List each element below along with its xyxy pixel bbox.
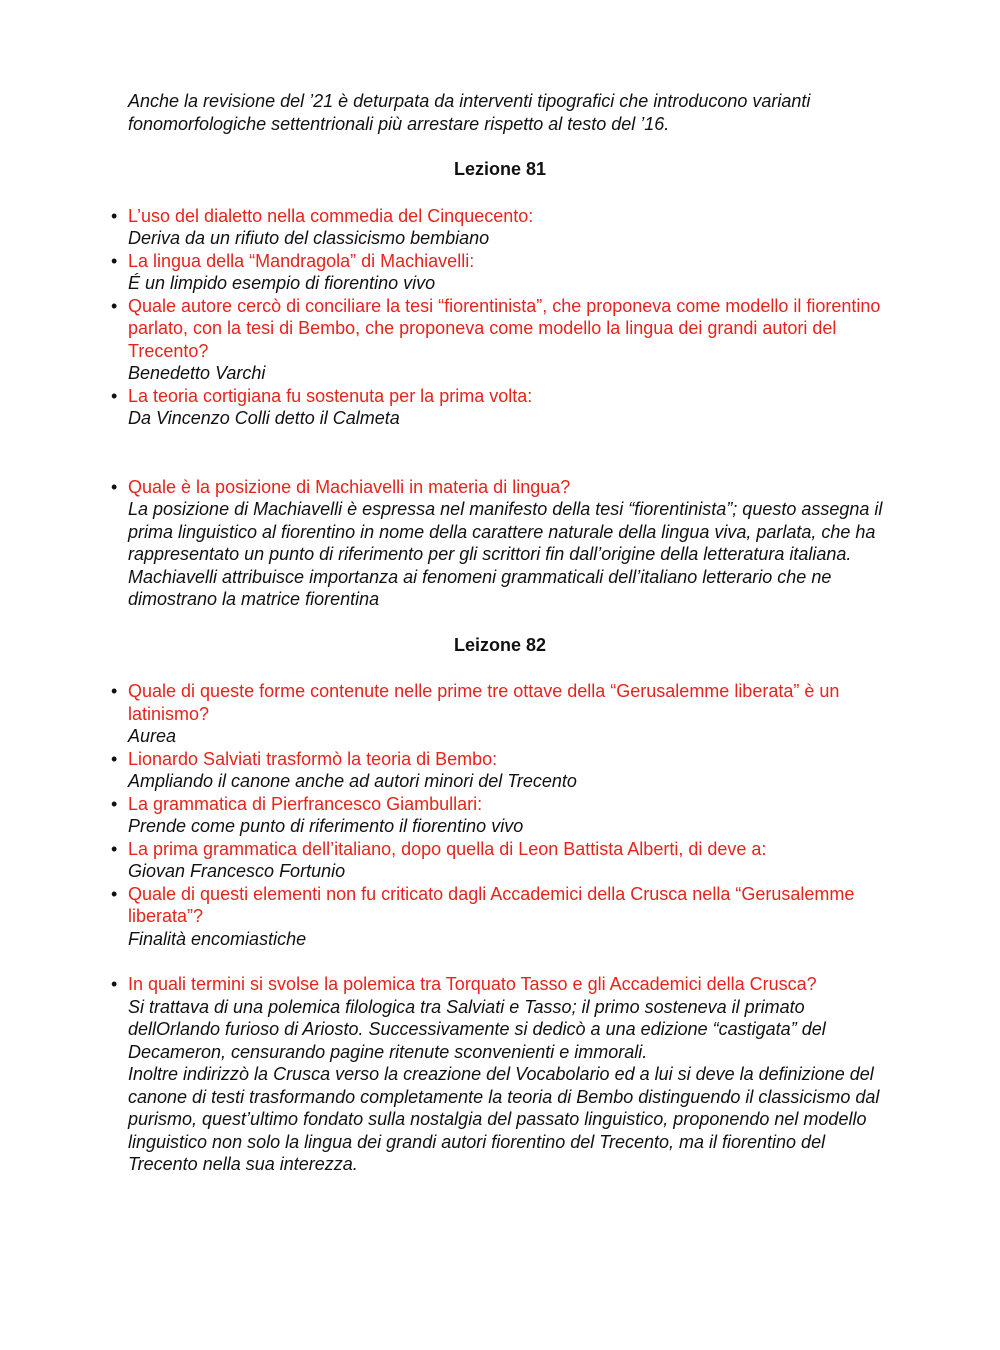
question-text: • La prima grammatica dell’italiano, dopo quella di Leon Battista Alberti, di deve a: — [128, 838, 888, 861]
question-text: • Quale è la posizione di Machiavelli in materia di lingua? — [128, 476, 888, 499]
question-text: • Lionardo Salviati trasformò la teoria di Bembo: — [128, 748, 888, 771]
question-item — [128, 680, 888, 748]
answer-text: Ampliando il canone anche ad autori minori del Trecento — [128, 771, 577, 791]
answer-text: Prende come punto di riferimento il fiorentino vivo — [128, 816, 524, 836]
document-body — [128, 90, 888, 1176]
question-text: • La lingua della “Mandragola” di Machiavelli: — [128, 250, 888, 273]
spacer — [128, 430, 888, 476]
answer-text: É un limpido esempio di fiorentino vivo — [128, 273, 436, 293]
question-item — [128, 385, 888, 430]
question-item — [128, 883, 888, 951]
question-item — [128, 295, 888, 385]
answer-text: Machiavelli attribuisce importanza ai fenomeni grammaticali dell’italiano letterario che ne dimostrano la matrice fiorentina — [128, 566, 832, 609]
question-item — [128, 748, 888, 793]
question-item — [128, 250, 888, 295]
question-text: • Quale di queste forme contenute nelle prime tre ottave della “Gerusalemme liberata” è un latinismo? — [128, 680, 888, 725]
question-text: • Quale autore cercò di conciliare la tesi “fiorentinista”, che proponeva come modello il fiorentino parlato, con la tesi di Bembo, che proponeva come modello la lingua dei grandi autori del Trecento? — [128, 295, 888, 363]
question-item — [128, 793, 888, 838]
section-heading-82: Leizone 82 — [453, 634, 547, 655]
answer-text: Deriva da un rifiuto del classicismo bembiano — [128, 228, 490, 248]
intro-paragraph: Anche la revisione del ’21 è deturpata da interventi tipografici che introducono varianti fonomorfologiche settentrionali più arrestare rispetto al testo del ’16. — [128, 91, 811, 134]
spacer — [128, 950, 888, 973]
answer-text: Da Vincenzo Colli detto il Calmeta — [128, 408, 400, 428]
question-text: • In quali termini si svolse la polemica tra Torquato Tasso e gli Accademici della Crusca? — [128, 973, 888, 996]
answer-text: Inoltre indirizzò la Crusca verso la creazione del Vocabolario ed a lui si deve la definizione del canone di testi trasformando completamente la teoria di Bembo distinguendo il classicismo dal purismo, quest’ultimo fondato sulla nostalgia del passato linguistico, proponendo nel modello linguistico non solo la lingua dei grandi autori fiorentino del Trecento, ma il fiorentino del Trecento nella sua interezza. — [128, 1064, 880, 1174]
question-text: • La grammatica di Pierfrancesco Giambullari: — [128, 793, 888, 816]
answer-text: Benedetto Varchi — [128, 363, 266, 383]
question-text: • Quale di questi elementi non fu criticato dagli Accademici della Crusca nella “Gerusalemme liberata”? — [128, 883, 888, 928]
question-item — [128, 838, 888, 883]
answer-text: Giovan Francesco Fortunio — [128, 861, 346, 881]
answer-text: Si trattava di una polemica filologica tra Salviati e Tasso; il primo sosteneva il primato dellOrlando furioso di Ariosto. Successivamente si dedicò a una edizione “castigata” del Decameron, censurando pagine ritenute sconvenienti e immorali. — [128, 996, 826, 1062]
answer-text: Aurea — [128, 726, 177, 746]
answer-text: La posizione di Machiavelli è espressa nel manifesto della tesi “fiorentinista”; questo assegna il prima linguistico al fiorentino in nome della carattere naturale della lingua viva, parlata, che ha rappresentato un punto di riferimento per gli scrittori fin dall’origine della letteratura italiana. — [128, 499, 883, 564]
question-item — [128, 973, 888, 1176]
question-item — [128, 476, 888, 611]
question-text: • L’uso del dialetto nella commedia del Cinquecento: — [128, 205, 888, 228]
question-text: • La teoria cortigiana fu sostenuta per la prima volta: — [128, 385, 888, 408]
section-heading-81: Lezione 81 — [453, 159, 547, 179]
answer-text: Finalità encomiastiche — [128, 928, 307, 949]
question-item — [128, 205, 888, 250]
